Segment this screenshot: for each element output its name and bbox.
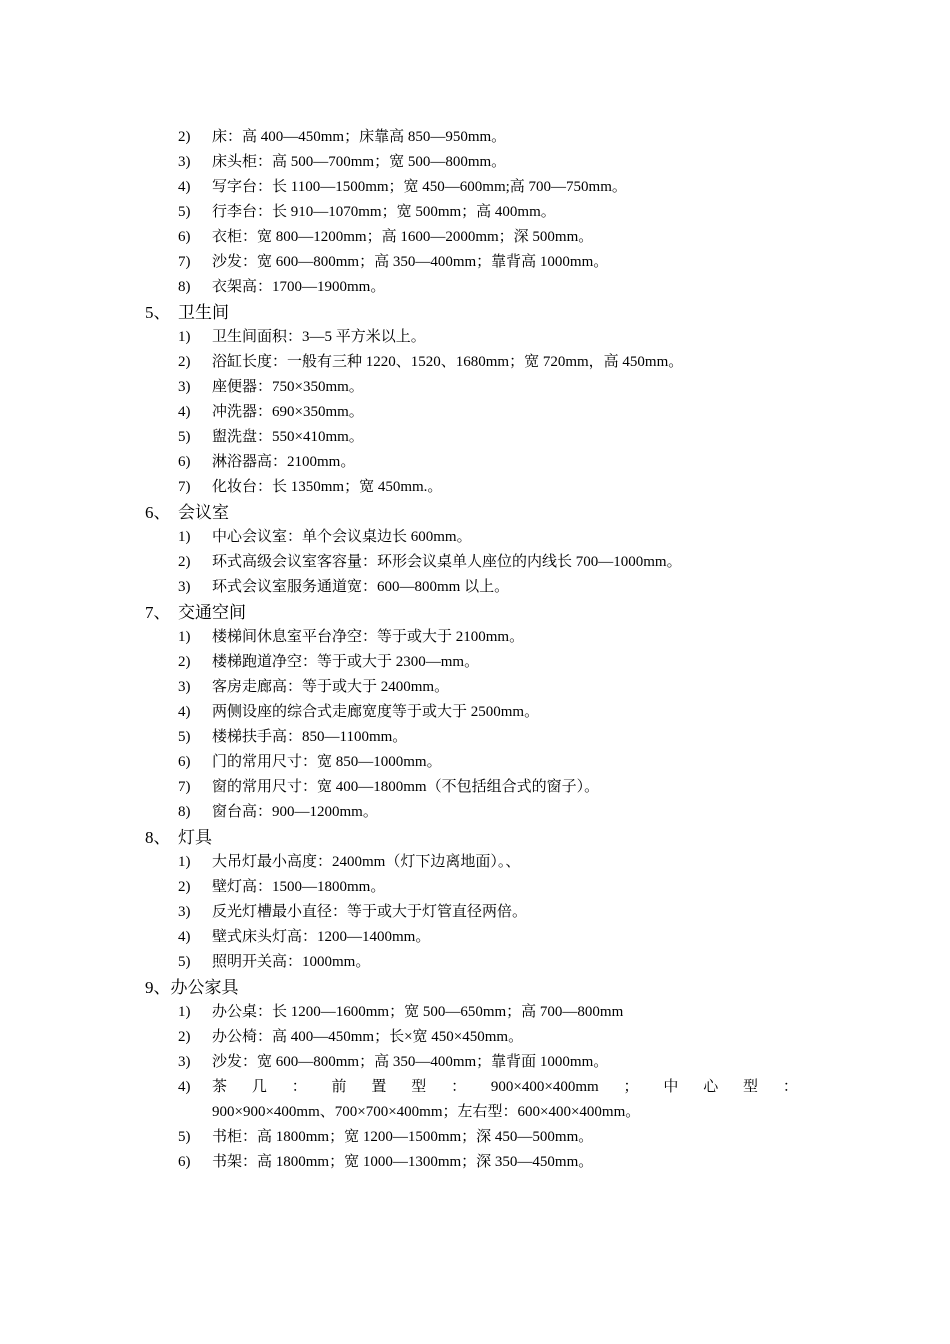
item-number: 1) <box>178 529 191 545</box>
justified-word: 900×400×400mm <box>490 1079 599 1095</box>
list-item <box>0 525 950 550</box>
list-item <box>0 1075 950 1100</box>
justified-word: 中 <box>663 1079 679 1095</box>
item-text: 办公桌：长 1200—1600mm；宽 500—650mm；高 700—800mm <box>212 1004 624 1020</box>
list-item <box>0 450 950 475</box>
item-text: 衣架高：1700—1900mm。 <box>212 279 386 295</box>
item-number: 3) <box>178 904 191 920</box>
item-number: 3) <box>178 579 191 595</box>
item-text: 大吊灯最小高度：2400mm（灯下边离地面）。、 <box>212 854 521 870</box>
item-number: 5) <box>178 429 191 445</box>
section-heading <box>0 600 950 625</box>
justified-word: 型 <box>743 1079 759 1095</box>
list-item <box>0 200 950 225</box>
item-number: 1) <box>178 854 191 870</box>
justified-word: ； <box>623 1079 639 1095</box>
list-item <box>0 925 950 950</box>
item-number: 3) <box>178 679 191 695</box>
item-number: 1) <box>178 1004 191 1020</box>
item-text: 两侧设座的综合式走廊宽度等于或大于 2500mm。 <box>212 704 540 720</box>
item-number: 6) <box>178 454 191 470</box>
item-text: 写字台：长 1100—1500mm；宽 450—600mm;高 700—750mm。 <box>212 179 627 195</box>
list-item <box>0 675 950 700</box>
section-number: 8、 <box>145 828 171 847</box>
section-heading <box>0 300 950 325</box>
item-number: 4) <box>178 179 191 195</box>
item-number: 1) <box>178 329 191 345</box>
list-item <box>0 950 950 975</box>
bathroom-list <box>0 325 950 500</box>
justified-word: ： <box>782 1079 798 1095</box>
item-text: 壁灯高：1500—1800mm。 <box>212 879 386 895</box>
item-text: 办公椅：高 400—450mm；长×宽 450×450mm。 <box>212 1029 524 1045</box>
item-number: 5) <box>178 729 191 745</box>
justified-item-text <box>212 1075 798 1100</box>
item-number: 4) <box>178 929 191 945</box>
list-item <box>0 250 950 275</box>
item-text: 窗台高：900—1200mm。 <box>212 804 378 820</box>
justified-word: ： <box>291 1079 307 1095</box>
list-item <box>0 550 950 575</box>
section-number: 6、 <box>145 503 171 522</box>
justified-word: 型 <box>411 1079 427 1095</box>
list-item <box>0 850 950 875</box>
item-number: 5) <box>178 1129 191 1145</box>
list-item <box>0 275 950 300</box>
item-text: 浴缸长度：一般有三种 1220、1520、1680mm；宽 720mm，高 450mm。 <box>212 354 684 370</box>
list-item <box>0 800 950 825</box>
item-number: 2) <box>178 654 191 670</box>
list-item <box>0 375 950 400</box>
list-item <box>0 700 950 725</box>
item-text: 化妆台：长 1350mm；宽 450mm.。 <box>212 479 443 495</box>
item-text: 门的常用尺寸：宽 850—1000mm。 <box>212 754 442 770</box>
item-number: 4) <box>178 704 191 720</box>
justified-word: ： <box>451 1079 467 1095</box>
section-title: 9、办公家具 <box>145 978 239 997</box>
item-text: 行李台：长 910—1070mm；宽 500mm；高 400mm。 <box>212 204 556 220</box>
list-item <box>0 575 950 600</box>
item-number: 7) <box>178 479 191 495</box>
item-number: 8) <box>178 804 191 820</box>
lighting-list <box>0 850 950 975</box>
bedroom-list <box>0 125 950 300</box>
list-item <box>0 875 950 900</box>
item-text: 客房走廊高：等于或大于 2400mm。 <box>212 679 450 695</box>
section-title: 灯具 <box>178 828 212 847</box>
list-item <box>0 1000 950 1025</box>
list-item <box>0 775 950 800</box>
list-item <box>0 900 950 925</box>
justified-word: 心 <box>703 1079 719 1095</box>
section-number: 7、 <box>145 603 171 622</box>
list-item <box>0 425 950 450</box>
item-number: 8) <box>178 279 191 295</box>
item-text: 淋浴器高：2100mm。 <box>212 454 356 470</box>
list-item <box>0 1050 950 1075</box>
item-number: 6) <box>178 754 191 770</box>
justified-word: 几 <box>251 1079 267 1095</box>
item-text: 冲洗器：690×350mm。 <box>212 404 364 420</box>
section-title: 会议室 <box>178 503 229 522</box>
list-item <box>0 150 950 175</box>
item-text: 座便器：750×350mm。 <box>212 379 364 395</box>
item-text: 反光灯槽最小直径：等于或大于灯管直径两倍。 <box>212 904 528 920</box>
item-text: 照明开关高：1000mm。 <box>212 954 371 970</box>
list-item <box>0 725 950 750</box>
list-item <box>0 350 950 375</box>
list-item <box>0 1125 950 1150</box>
justified-word: 前 <box>331 1079 347 1095</box>
item-number: 7) <box>178 779 191 795</box>
item-number: 3) <box>178 379 191 395</box>
meeting-room-list <box>0 525 950 600</box>
section-title: 交通空间 <box>178 603 246 622</box>
list-item <box>0 225 950 250</box>
list-item <box>0 325 950 350</box>
traffic-space-list <box>0 625 950 825</box>
item-text: 书架：高 1800mm；宽 1000—1300mm；深 350—450mm。 <box>212 1154 594 1170</box>
item-number: 6) <box>178 229 191 245</box>
item-text: 楼梯跑道净空：等于或大于 2300—mm。 <box>212 654 480 670</box>
item-number: 6) <box>178 1154 191 1170</box>
list-item <box>0 625 950 650</box>
item-text: 书柜：高 1800mm；宽 1200—1500mm；深 450—500mm。 <box>212 1129 594 1145</box>
item-text: 衣柜：宽 800—1200mm；高 1600—2000mm；深 500mm。 <box>212 229 594 245</box>
item-text: 沙发：宽 600—800mm；高 350—400mm；靠背面 1000mm。 <box>212 1054 609 1070</box>
item-text: 壁式床头灯高：1200—1400mm。 <box>212 929 431 945</box>
item-number: 3) <box>178 154 191 170</box>
item-text: 盥洗盘：550×410mm。 <box>212 429 364 445</box>
item-text: 楼梯扶手高：850—1100mm。 <box>212 729 408 745</box>
item-text: 环式会议室服务通道宽：600—800mm 以上。 <box>212 579 510 595</box>
list-item-continuation <box>0 1100 950 1125</box>
section-heading <box>0 500 950 525</box>
item-number: 2) <box>178 129 191 145</box>
list-item <box>0 475 950 500</box>
section-title: 卫生间 <box>178 303 229 322</box>
item-number: 4) <box>178 404 191 420</box>
item-text: 900×900×400mm、700×700×400mm；左右型：600×400×400mm。 <box>212 1104 641 1120</box>
item-text: 卫生间面积：3—5 平方米以上。 <box>212 329 426 345</box>
item-number: 7) <box>178 254 191 270</box>
item-number: 1) <box>178 629 191 645</box>
list-item <box>0 650 950 675</box>
list-item <box>0 1150 950 1175</box>
item-text: 窗的常用尺寸：宽 400—1800mm（不包括组合式的窗子）。 <box>212 779 600 795</box>
item-text: 床头柜：高 500—700mm；宽 500—800mm。 <box>212 154 507 170</box>
section-number: 5、 <box>145 303 171 322</box>
justified-word: 置 <box>371 1079 387 1095</box>
section-heading <box>0 975 950 1000</box>
item-number: 3) <box>178 1054 191 1070</box>
list-item <box>0 750 950 775</box>
item-number: 2) <box>178 879 191 895</box>
item-number: 2) <box>178 1029 191 1045</box>
list-item <box>0 1025 950 1050</box>
item-number: 5) <box>178 954 191 970</box>
item-text: 床：高 400—450mm；床靠高 850—950mm。 <box>212 129 507 145</box>
document-page <box>0 125 950 1175</box>
item-number: 5) <box>178 204 191 220</box>
item-number: 4) <box>178 1079 191 1095</box>
list-item <box>0 175 950 200</box>
list-item <box>0 125 950 150</box>
item-number: 2) <box>178 554 191 570</box>
item-text: 环式高级会议室客容量：环形会议桌单人座位的内线长 700—1000mm。 <box>212 554 682 570</box>
justified-word: 茶 <box>212 1079 228 1095</box>
item-number: 2) <box>178 354 191 370</box>
list-item <box>0 400 950 425</box>
item-text: 楼梯间休息室平台净空：等于或大于 2100mm。 <box>212 629 525 645</box>
item-text: 沙发：宽 600—800mm；高 350—400mm；靠背高 1000mm。 <box>212 254 609 270</box>
item-text: 中心会议室：单个会议桌边长 600mm。 <box>212 529 472 545</box>
section-heading <box>0 825 950 850</box>
